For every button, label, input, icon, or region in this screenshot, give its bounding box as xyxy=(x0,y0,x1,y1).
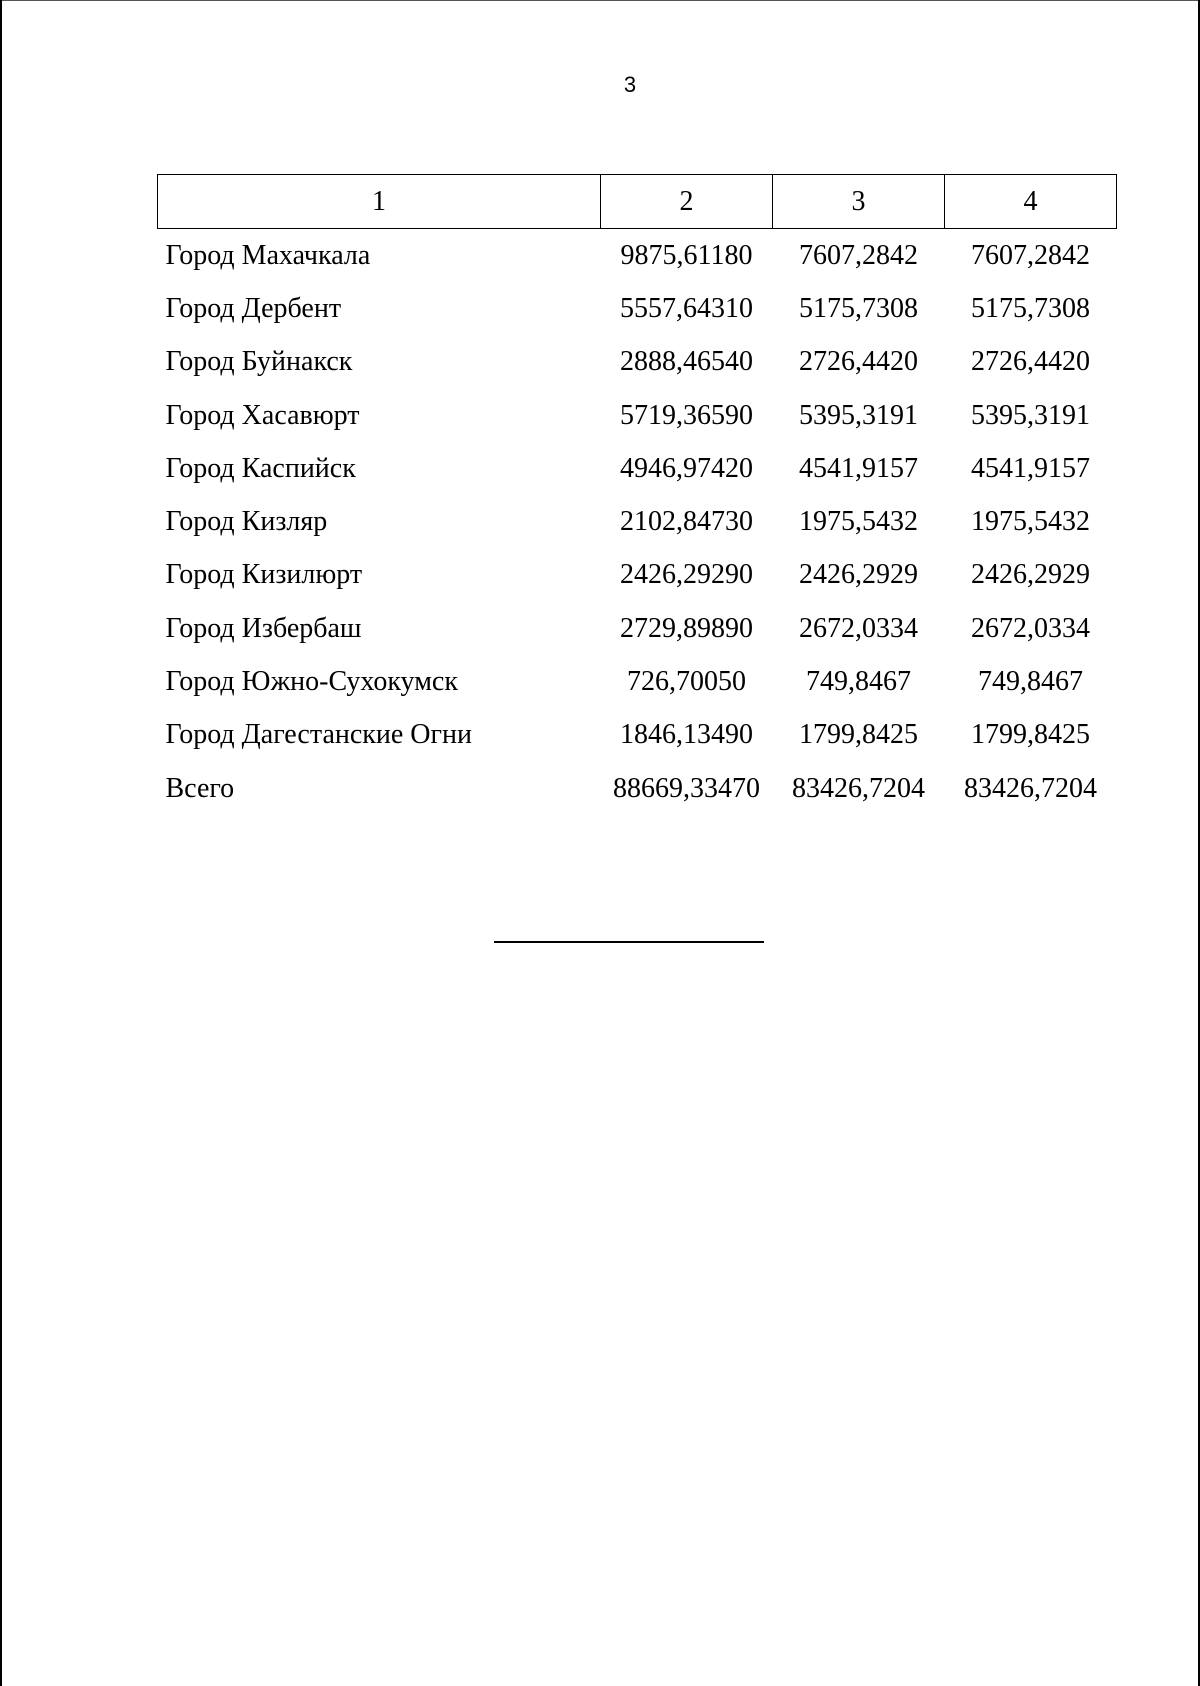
value-cell: 749,8467 xyxy=(806,666,911,698)
value-cell: 2426,29290 xyxy=(620,559,753,591)
column-header: 3 xyxy=(773,175,945,229)
value-cell: 4541,9157 xyxy=(799,452,918,484)
value-cell: 9875,61180 xyxy=(620,239,753,271)
city-name-cell: Город Дагестанские Огни xyxy=(165,719,472,751)
value-cell: 2672,0334 xyxy=(799,612,918,644)
column-header: 1 xyxy=(158,175,601,229)
scan-top-edge xyxy=(0,0,1200,1)
value-cell: 2426,2929 xyxy=(971,559,1090,591)
page-number: 3 xyxy=(623,72,637,97)
column-header: 4 xyxy=(945,175,1117,229)
value-cell: 7607,2842 xyxy=(971,239,1090,271)
total-label-cell: Всего xyxy=(165,772,235,804)
column-header: 2 xyxy=(601,175,773,229)
city-name-cell: Город Каспийск xyxy=(165,452,356,484)
table-row xyxy=(158,282,1117,335)
scan-left-edge xyxy=(0,0,2,1686)
value-cell: 5395,3191 xyxy=(971,399,1090,431)
value-cell: 1846,13490 xyxy=(620,719,753,751)
value-cell: 4541,9157 xyxy=(971,452,1090,484)
table-row xyxy=(158,655,1117,708)
value-cell: 1975,5432 xyxy=(971,506,1090,538)
city-name-cell: Город Махачкала xyxy=(165,239,371,271)
table-row xyxy=(158,229,1117,283)
table-header-row xyxy=(158,175,1117,229)
value-cell: 1799,8425 xyxy=(971,719,1090,751)
city-name-cell: Город Избербаш xyxy=(165,612,362,644)
value-cell: 5175,7308 xyxy=(971,292,1090,324)
city-name-cell: Город Кизилюрт xyxy=(165,559,363,591)
value-cell: 726,70050 xyxy=(627,666,746,698)
data-table xyxy=(157,174,1117,815)
value-cell: 5719,36590 xyxy=(620,399,753,431)
city-name-cell: Город Дербент xyxy=(165,292,342,324)
value-cell: 2726,4420 xyxy=(799,346,918,378)
table-row xyxy=(158,602,1117,655)
value-cell: 7607,2842 xyxy=(799,239,918,271)
table-row xyxy=(158,495,1117,548)
city-name-cell: Город Кизляр xyxy=(165,506,328,538)
value-cell: 4946,97420 xyxy=(620,452,753,484)
end-of-document-rule xyxy=(494,941,764,943)
total-value-cell: 83426,7204 xyxy=(964,772,1097,804)
city-name-cell: Город Южно-Сухокумск xyxy=(165,666,458,698)
table-row xyxy=(158,336,1117,389)
value-cell: 749,8467 xyxy=(978,666,1083,698)
table-row xyxy=(158,549,1117,602)
value-cell: 2102,84730 xyxy=(620,506,753,538)
value-cell: 5175,7308 xyxy=(799,292,918,324)
table-row xyxy=(158,709,1117,762)
value-cell: 1975,5432 xyxy=(799,506,918,538)
city-name-cell: Город Хасавюрт xyxy=(165,399,360,431)
table-row-total xyxy=(158,762,1117,815)
value-cell: 1799,8425 xyxy=(799,719,918,751)
value-cell: 5557,64310 xyxy=(620,292,753,324)
table-header xyxy=(158,175,1117,229)
table-row xyxy=(158,389,1117,442)
value-cell: 5395,3191 xyxy=(799,399,918,431)
value-cell: 2426,2929 xyxy=(799,559,918,591)
value-cell: 2726,4420 xyxy=(971,346,1090,378)
city-name-cell: Город Буйнакск xyxy=(165,346,353,378)
table-row xyxy=(158,442,1117,495)
total-value-cell: 88669,33470 xyxy=(613,772,760,804)
total-value-cell: 83426,7204 xyxy=(792,772,925,804)
table-body xyxy=(158,229,1117,816)
value-cell: 2888,46540 xyxy=(620,346,753,378)
value-cell: 2729,89890 xyxy=(620,612,753,644)
value-cell: 2672,0334 xyxy=(971,612,1090,644)
